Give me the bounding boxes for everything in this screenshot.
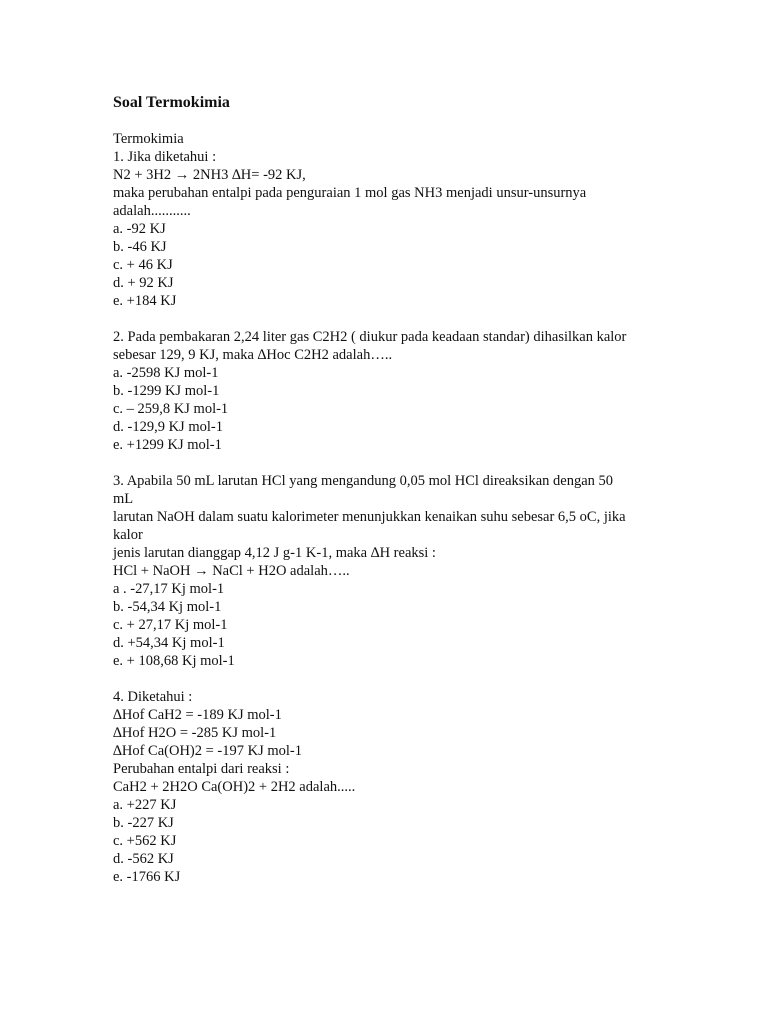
question-text-line: larutan NaOH dalam suatu kalorimeter menunjukkan kenaikan suhu sebesar 6,5 oC, jika [113,509,626,525]
question-1 [113,148,653,310]
paragraph-gap [113,310,653,328]
answer-option: b. -54,34 Kj mol-1 [113,599,222,615]
answer-option: d. -562 KJ [113,851,174,867]
answer-option: a . -27,17 Kj mol-1 [113,581,225,597]
question-text-line: Perubahan entalpi dari reaksi : [113,761,290,777]
question-text-line: HCl + NaOH → NaCl + H2O adalah….. [113,563,350,579]
question-text-line: sebesar 129, 9 KJ, maka ∆Hoc C2H2 adalah….. [113,347,393,363]
document-page [113,93,653,886]
question-text-line: ∆Hof Ca(OH)2 = -197 KJ mol-1 [113,743,303,759]
answer-option: a. +227 KJ [113,797,177,813]
question-text-line: 3. Apabila 50 mL larutan HCl yang mengandung 0,05 mol HCl direaksikan dengan 50 [113,473,614,489]
answer-option: c. + 27,17 Kj mol-1 [113,617,228,633]
question-text-line: 2. Pada pembakaran 2,24 liter gas C2H2 ( diukur pada keadaan standar) dihasilkan kalor [113,329,627,345]
answer-option: d. -129,9 KJ mol-1 [113,419,223,435]
answer-option: c. + 46 KJ [113,257,173,273]
question-2 [113,328,653,454]
answer-option: a. -2598 KJ mol-1 [113,365,219,381]
answer-option: d. +54,34 Kj mol-1 [113,635,225,651]
question-text-line: kalor [113,527,143,543]
question-text-line: mL [113,491,134,507]
answer-option: e. + 108,68 Kj mol-1 [113,653,235,669]
answer-option: b. -46 KJ [113,239,167,255]
document-title: Soal Termokimia [113,94,230,111]
answer-option: c. – 259,8 KJ mol-1 [113,401,229,417]
question-text-line: CaH2 + 2H2O Ca(OH)2 + 2H2 adalah..... [113,779,356,795]
paragraph-gap [113,454,653,472]
question-text-line: maka perubahan entalpi pada penguraian 1 mol gas NH3 menjadi unsur-unsurnya [113,185,587,201]
question-3 [113,472,653,670]
question-text-line: ∆Hof H2O = -285 KJ mol-1 [113,725,277,741]
answer-option: a. -92 KJ [113,221,166,237]
question-text-line: adalah........... [113,203,191,219]
answer-option: e. -1766 KJ [113,869,181,885]
question-text-line: ∆Hof CaH2 = -189 KJ mol-1 [113,707,282,723]
question-text-line: 1. Jika diketahui : [113,149,217,165]
answer-option: d. + 92 KJ [113,275,174,291]
question-text-line: jenis larutan dianggap 4,12 J g-1 K-1, maka ∆H reaksi : [113,545,436,561]
question-text-line: N2 + 3H2 → 2NH3 ∆H= -92 KJ, [113,167,306,183]
paragraph-gap [113,670,653,688]
answer-option: c. +562 KJ [113,833,177,849]
question-4 [113,688,653,886]
answer-option: b. -1299 KJ mol-1 [113,383,220,399]
answer-option: e. +1299 KJ mol-1 [113,437,222,453]
answer-option: e. +184 KJ [113,293,177,309]
question-text-line: 4. Diketahui : [113,689,193,705]
answer-option: b. -227 KJ [113,815,174,831]
document-subtitle: Termokimia [113,131,184,147]
